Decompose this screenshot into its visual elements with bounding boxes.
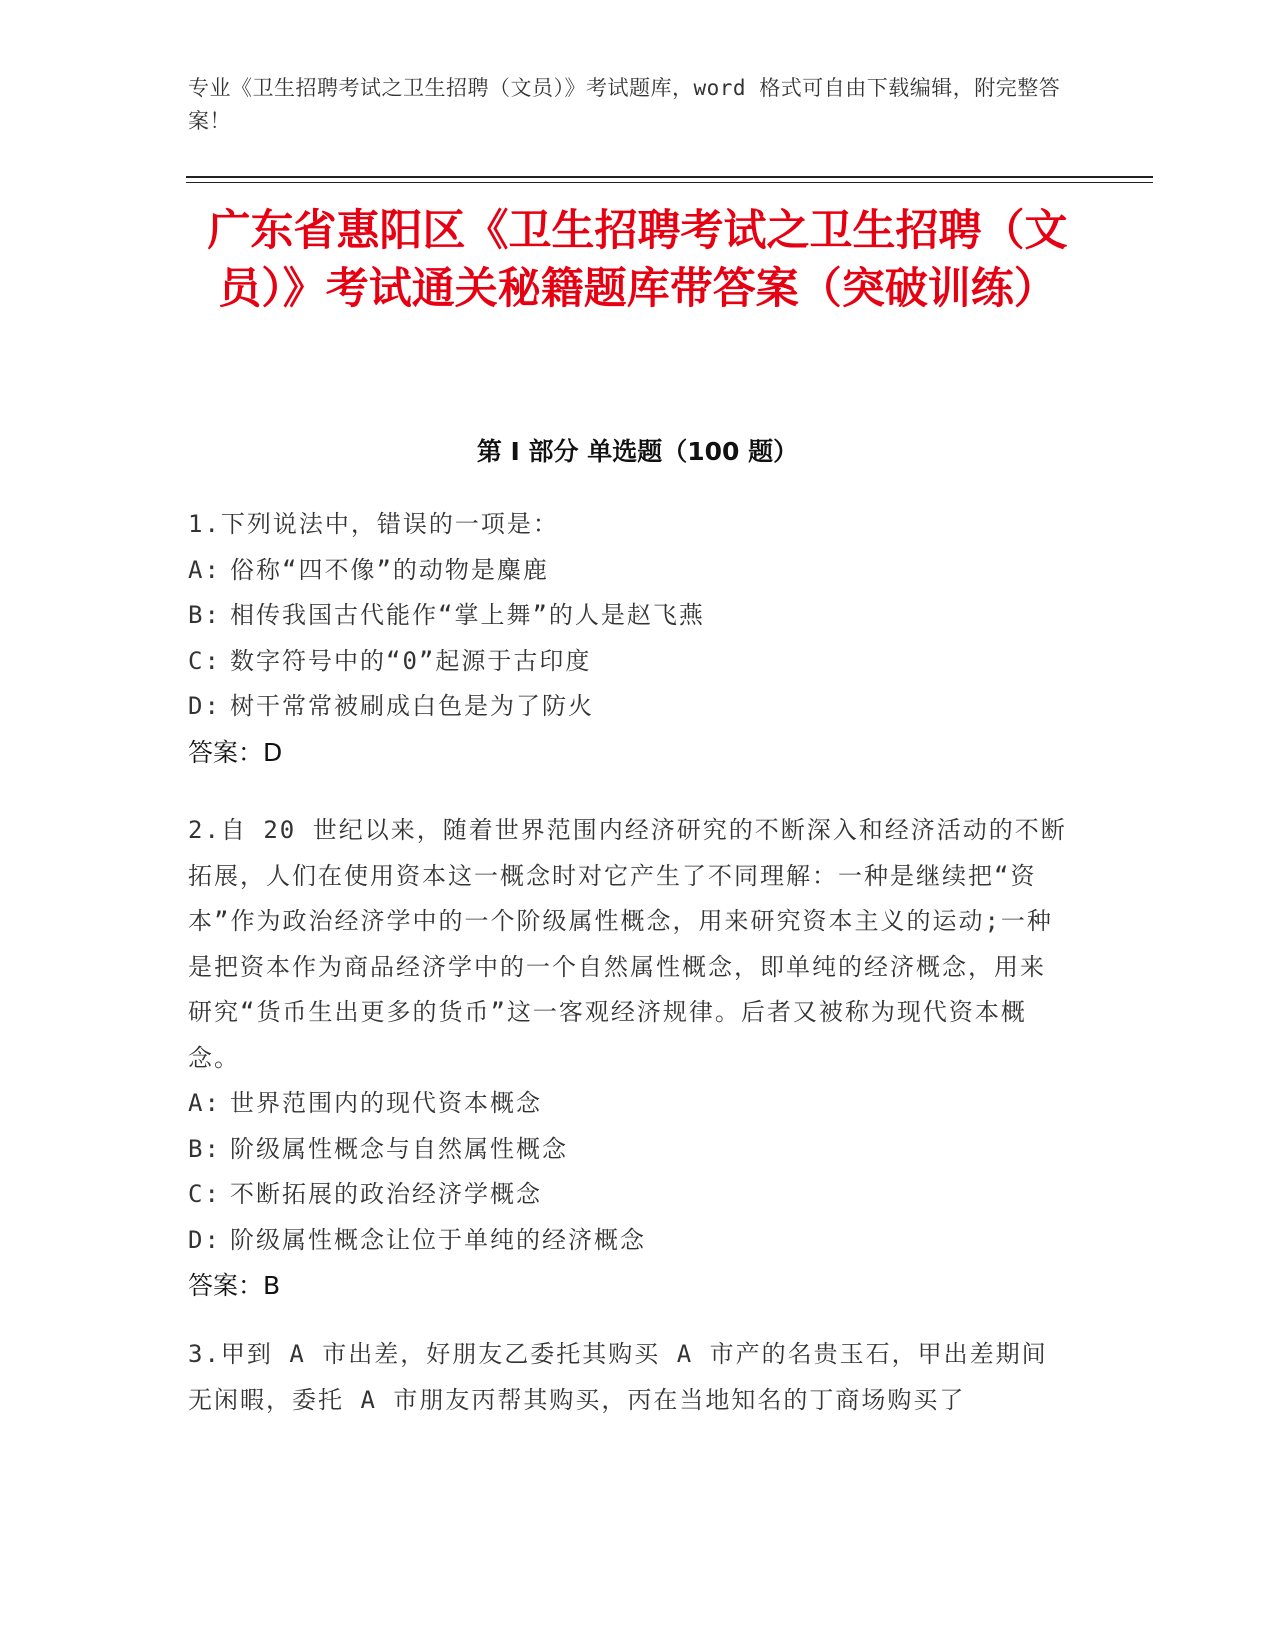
option-text: 不断拓展的政治经济学概念 (230, 1180, 542, 1208)
option-letter: A: (188, 1089, 221, 1117)
answer-line (188, 1263, 1068, 1309)
question-stem: 3.甲到 A 市出差，好朋友乙委托其购买 A 市产的名贵玉石，甲出差期间无闲暇，委托 A 市朋友丙帮其购买，丙在当地知名的丁商场购买了 (188, 1340, 1048, 1414)
header-divider-thick (186, 176, 1153, 178)
question-3 (188, 1332, 1068, 1423)
document-title: 广东省惠阳区《卫生招聘考试之卫生招聘（文员）》考试通关秘籍题库带答案（突破训练） (207, 206, 1068, 314)
answer-line (188, 730, 1068, 776)
option-letter: C: (188, 1180, 221, 1208)
option-a (188, 1081, 1068, 1127)
option-letter: D: (188, 692, 221, 720)
option-c (188, 639, 1068, 685)
option-text: 树干常常被刷成白色是为了防火 (230, 692, 594, 720)
option-b (188, 1127, 1068, 1173)
option-text: 相传我国古代能作“掌上舞”的人是赵飞燕 (230, 601, 705, 629)
question-2 (188, 808, 1068, 1309)
question-stem: 2.自 20 世纪以来，随着世界范围内经济研究的不断深入和经济活动的不断拓展，人们在使用资本这一概念时对它产生了不同理解：一种是继续把“资本”作为政治经济学中的一个阶级属性概念，用来研究资本主义的运动;一种是把资本作为商品经济学中的一个自然属性概念，即单纯的经济概念，用来研究“货币生出更多的货币”这一客观经济规律。后者又被称为现代资本概念。 (188, 816, 1067, 1072)
option-text: 阶级属性概念与自然属性概念 (230, 1134, 568, 1163)
header-note: 专业《卫生招聘考试之卫生招聘（文员）》考试题库，word 格式可自由下载编辑，附完整答案！ (188, 76, 1061, 133)
option-letter: B: (188, 1134, 221, 1163)
option-text: 俗称“四不像”的动物是麋鹿 (230, 555, 549, 584)
option-text: 世界范围内的现代资本概念 (230, 1089, 542, 1117)
question-stem: 1.下列说法中，错误的一项是： (188, 510, 559, 538)
option-d (188, 684, 1068, 730)
option-b (188, 593, 1068, 639)
header-divider-thin (186, 182, 1153, 183)
option-letter: A: (188, 555, 221, 584)
option-a (188, 548, 1068, 594)
option-text: 数字符号中的“0”起源于古印度 (230, 646, 592, 675)
option-text: 阶级属性概念让位于单纯的经济概念 (230, 1225, 646, 1254)
option-c (188, 1172, 1068, 1218)
answer-prefix: 答案： (188, 1271, 264, 1300)
option-d (188, 1218, 1068, 1264)
option-letter: B: (188, 601, 221, 629)
answer-value: B (263, 1271, 281, 1300)
answer-value: D (263, 737, 283, 767)
question-1 (188, 502, 1068, 775)
option-letter: D: (188, 1225, 221, 1254)
option-letter: C: (188, 646, 221, 675)
section-title: 第 I 部分 单选题（100 题） (476, 437, 799, 466)
answer-prefix: 答案： (188, 737, 264, 767)
